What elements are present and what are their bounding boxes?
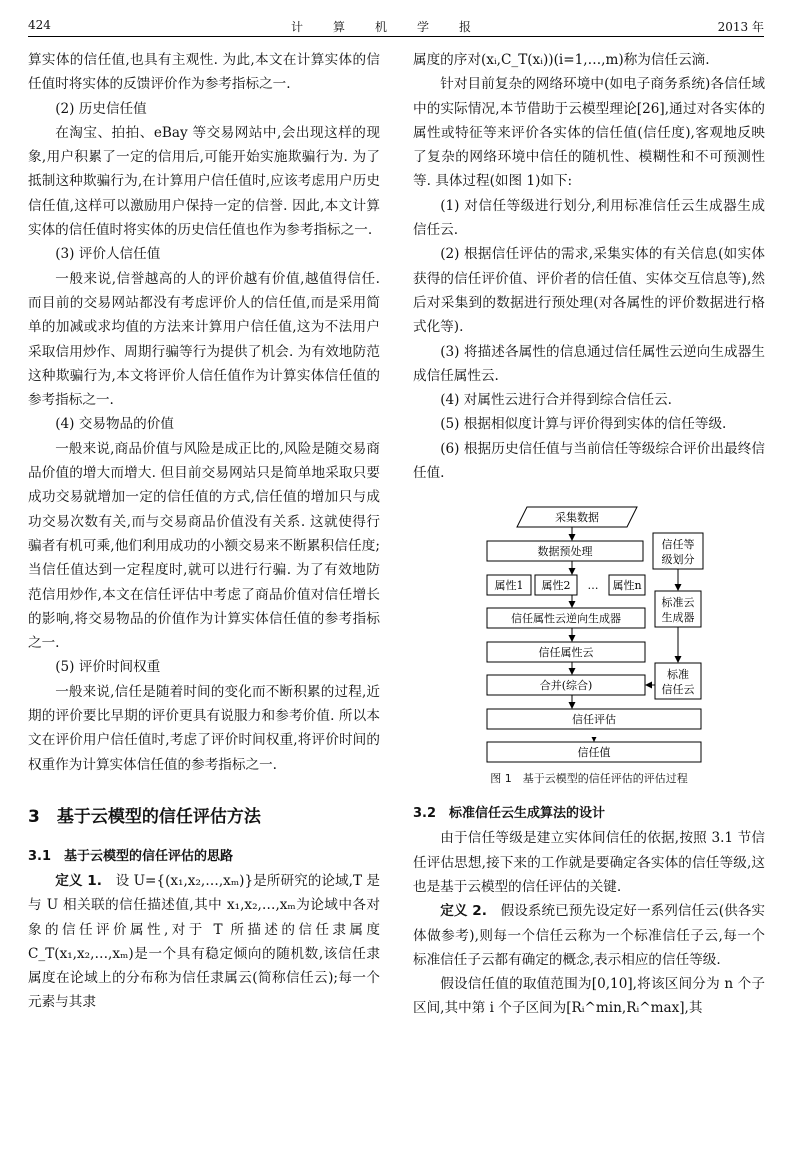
paragraph: 一般来说,信誉越高的人的评价越有价值,越值得信任. 而目前的交易网站都没有考虑评价人的信任值,而是采用简单的加减或求均值的方法来计算用户信任值,这为不法用户采取信用炒作、周期行骗等行为提供了机会. 为有效地防范这种欺骗行为,本文将评价人信任值作为计算实体信任值的参考指标之一. bbox=[28, 270, 380, 409]
attribute-ellipsis: … bbox=[587, 579, 599, 593]
evaluate-label: 信任评估 bbox=[572, 713, 616, 727]
attribute-n-label: 属性n bbox=[612, 579, 642, 593]
value-label: 信任值 bbox=[577, 746, 611, 760]
flowchart-bottom bbox=[413, 737, 765, 767]
definition-label: 定义 1. bbox=[55, 872, 102, 889]
step-item: (6) 根据历史信任值与当前信任等级综合评价出最终信任值. bbox=[413, 440, 765, 482]
flowchart-diagram bbox=[413, 493, 765, 745]
attribute-2-label: 属性2 bbox=[541, 579, 571, 593]
journal-title: 计算机学报 bbox=[290, 20, 501, 34]
item-heading: (2) 历史信任值 bbox=[55, 100, 147, 117]
attribute-cloud-label: 信任属性云 bbox=[538, 646, 594, 660]
definition-text: 设 U={(x₁,x₂,…,xₘ)}是所研究的论域,T 是与 U 相关联的信任描述值,其中 x₁,x₂,…,xₘ为论域中各对象的信任评价属性,对于 T 所描述的信任隶属度 C_T(x₁,x₂,…,xₘ)是一个具有稳定倾向的随机数,该信任隶属度在论域上的分布称为信任隶属云(简称信任云);每一个元素与其隶 bbox=[28, 872, 380, 1011]
step-item: (1) 对信任等级进行划分,利用标准信任云生成器生成信任云. bbox=[413, 197, 765, 239]
grade-division-label: 信任等 bbox=[661, 538, 695, 552]
right-column bbox=[413, 48, 765, 1021]
step-item: (2) 根据信任评估的需求,采集实体的有关信息(如实体获得的信任评价值、评价者的信任值、实体交互信息等),然后对采集到的数据进行预处理(对各属性的评价数据进行格式化等). bbox=[413, 246, 765, 336]
item-heading: (4) 交易物品的价值 bbox=[55, 416, 174, 433]
left-column bbox=[28, 48, 380, 1015]
paragraph: 假设信任值的取值范围为[0,10],将该区间分为 n 个子区间,其中第 i 个子区间为[Rᵢ^min,Rᵢ^max],其 bbox=[413, 976, 765, 1017]
standard-trust-cloud-label: 标准 bbox=[667, 668, 689, 682]
paragraph: 在淘宝、拍拍、eBay 等交易网站中,会出现这样的现象,用户积累了一定的信用后,可能开始实施欺骗行为. 为了抵制这种欺骗行为,在计算用户信任值时,应该考虑用户历史信任值,这样可以激励用户保持一定的信誉. 因此,本文计算实体的信任值时将实体的历史信任值也作为参考指标之一. bbox=[28, 124, 380, 239]
step-item: (5) 根据相似度计算与评价得到实体的信任等级. bbox=[440, 416, 727, 433]
item-heading: (3) 评价人信任值 bbox=[55, 246, 161, 263]
definition-label: 定义 2. bbox=[440, 903, 487, 920]
paragraph: 由于信任等级是建立实体间信任的依据,按照 3.1 节信任评估思想,接下来的工作就是要确定各实体的信任等级,这也是基于云模型的信任评估的关键. bbox=[413, 830, 765, 895]
subsection-heading: 3.1 基于云模型的信任评估的思路 bbox=[28, 848, 234, 864]
attribute-1-label: 属性1 bbox=[494, 579, 524, 593]
paragraph: 算实体的信任值,也具有主观性. 为此,本文在计算实体的信任值时将实体的反馈评价作为参考指标之一. bbox=[28, 52, 380, 93]
reverse-generator-label: 信任属性云逆向生成器 bbox=[511, 612, 621, 626]
paragraph: 一般来说,商品价值与风险是成正比的,风险是随交易商品价值的增大而增大. 但目前交易网站只是简单地采取只要成功交易就增加一定的信任值的方式,信任值的增加只与成功交易次数有关,而与交易商品价值没有关系. 这就使得行骗者有机可乘,他们利用成功的小额交易来不断累积信任度;当信任值达到一定程度时,就可以进行行骗. 为了有效地防范信用炒作,本文在信任评估中考虑了商品价值对信任增长的影响,将交易物品的价值作为计算实体信任值的参考指标之一. bbox=[28, 440, 380, 652]
standard-cloud-generator-label: 标准云 bbox=[661, 596, 695, 610]
page-header bbox=[28, 14, 764, 37]
subsection-heading: 3.2 标准信任云生成算法的设计 bbox=[413, 806, 606, 822]
paragraph: 一般来说,信任是随着时间的变化而不断积累的过程,近期的评价要比早期的评价更具有说服力和参考价值. 所以本文在评价用户信任值时,考虑了评价时间权重,将评价时间的权重作为计算实体信任值的参考指标之一. bbox=[28, 683, 380, 773]
definition-paragraph bbox=[413, 899, 765, 972]
standard-cloud-generator-label: 生成器 bbox=[661, 611, 695, 625]
item-heading: (5) 评价时间权重 bbox=[55, 659, 161, 676]
definition-paragraph bbox=[28, 869, 380, 1015]
section-heading: 3 基于云模型的信任评估方法 bbox=[28, 806, 261, 827]
definition-text: 假设系统已预先设定好一系列信任云(供各实体做参考),则每一个信任云称为一个标准信任子云,每一个标准信任子云都有确定的概念,表示相应的信任等级. bbox=[413, 903, 765, 968]
step-item: (3) 将描述各属性的信息通过信任属性云逆向生成器生成信任属性云. bbox=[413, 343, 765, 384]
flowchart-figure bbox=[413, 493, 765, 768]
grade-division-label: 级划分 bbox=[661, 553, 695, 567]
paragraph: 属度的序对(xᵢ,C_T(xᵢ))(i=1,…,m)称为信任云滴. bbox=[413, 52, 710, 68]
merge-label: 合并(综合) bbox=[539, 679, 593, 693]
standard-trust-cloud-label: 信任云 bbox=[661, 683, 695, 697]
preprocess-label: 数据预处理 bbox=[537, 545, 593, 559]
publication-year: 2013 年 bbox=[717, 20, 764, 34]
paragraph: 针对目前复杂的网络环境中(如电子商务系统)各信任域中的实际情况,本节借助于云模型理论[26],通过对各实体的属性或特征等来评价各实体的信任值(信任度),客观地反映了复杂的网络环境中信任的随机性、模糊性和不可预测性等. 具体过程(如图 1)如下: bbox=[413, 76, 765, 190]
page-number: 424 bbox=[28, 18, 51, 32]
figure-caption: 图 1 基于云模型的信任评估的评估过程 bbox=[490, 772, 688, 786]
step-item: (4) 对属性云进行合并得到综合信任云. bbox=[440, 392, 672, 409]
collect-data-label: 采集数据 bbox=[555, 511, 599, 525]
